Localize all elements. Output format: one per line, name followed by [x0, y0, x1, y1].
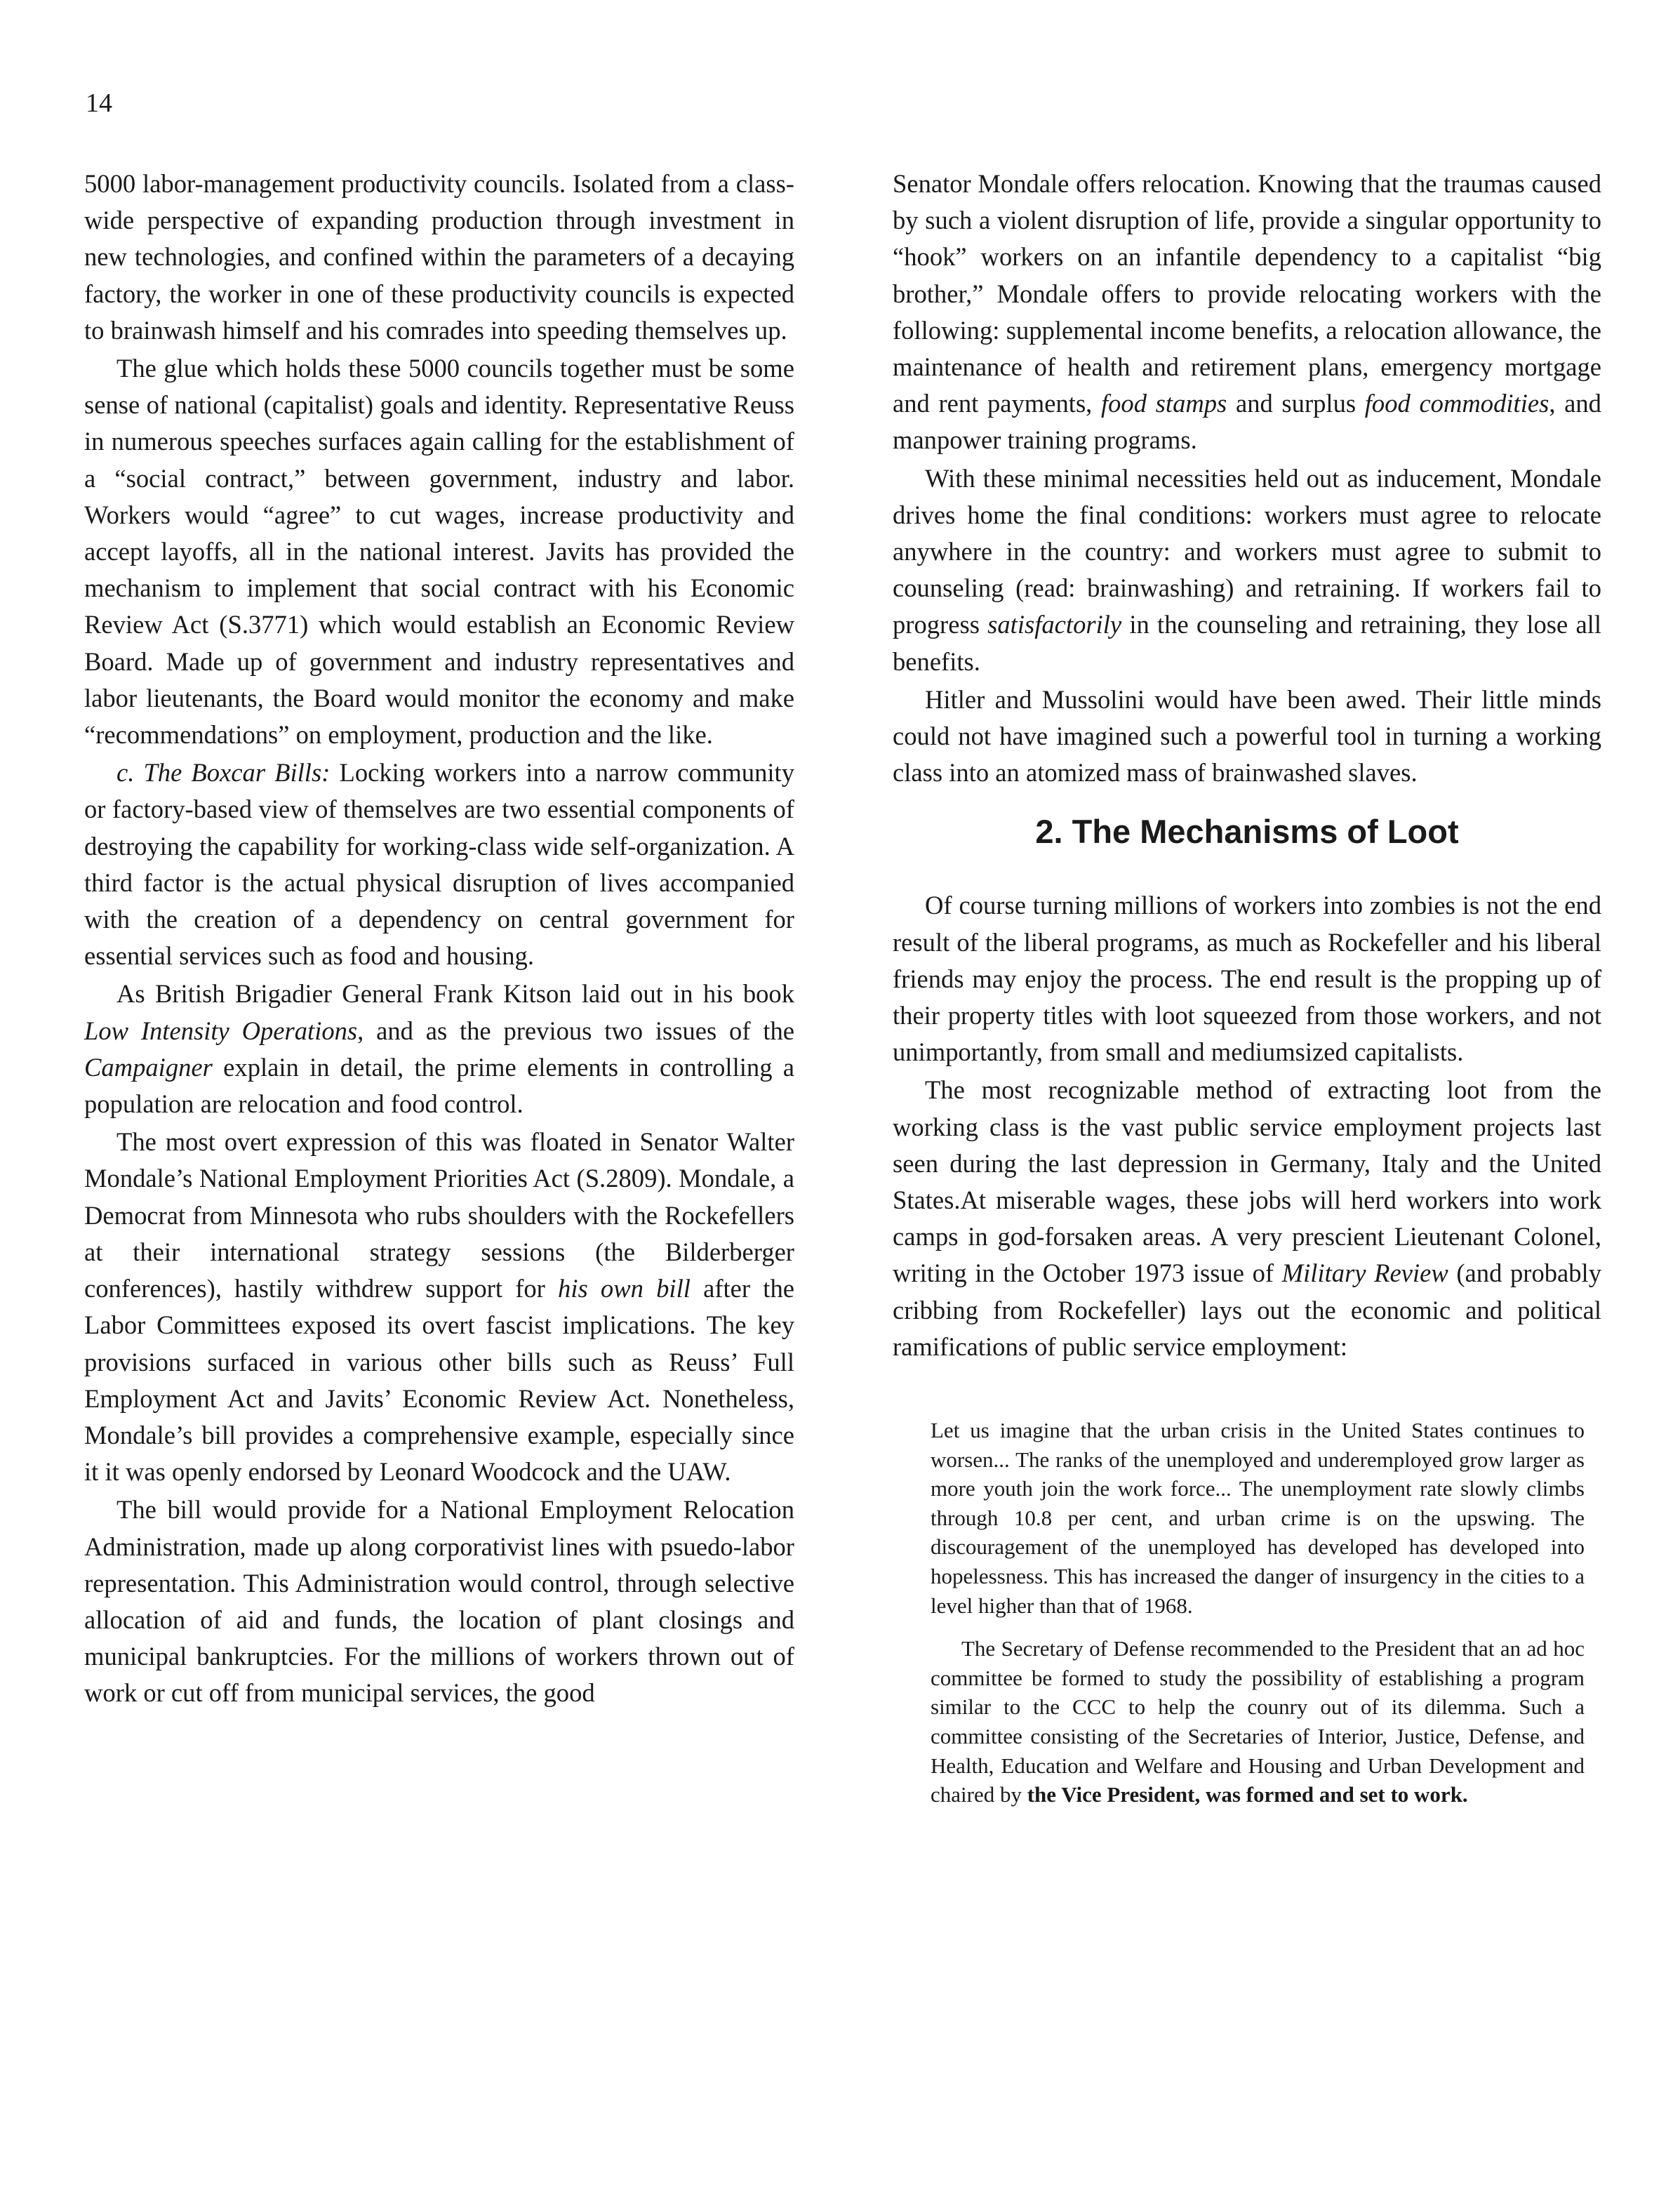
subsection-title: c. The Boxcar Bills: — [116, 758, 331, 788]
emphasis: food stamps — [1100, 389, 1227, 418]
paragraph: Of course turning millions of workers into zombies is not the end result of the liberal programs, as much as Rockefeller and his liberal friends may enjoy the process. The end result is the propping up of their property titles with loot squeezed from those workers, and not unimportantly, from small and mediumsized capitalists. — [893, 891, 1601, 1067]
paragraph-text: explain in detail, the prime elements in controlling a population are relocation and food control. — [84, 1052, 794, 1119]
paragraph-text: Locking workers into a narrow community or factory-based view of themselves are two essential components of destroying the capability for working-class wide self-organization. A third factor is the actual physical disruption of lives accompanied with the creation of a dependency on central government for essential services such as food and housing. — [84, 758, 794, 971]
paragraph — [893, 166, 1601, 459]
paragraph: The glue which holds these 5000 councils together must be some sense of national (capitalist) goals and identity. Representative Reuss in numerous speeches surfaces again calling for the establishment of a “social contract,” between government, industry and labor. Workers would “agree” to cut wages, increase productivity and accept layoffs, all in the national interest. Javits has provided the mechanism to implement that social contract with his Economic Review Act (S.3771) which would establish an Economic Review Board. Made up of government and industry representatives and labor lieutenants, the Board would monitor the economy and make “recommendations” on employment, production and the like. — [84, 354, 794, 750]
block-quote — [931, 1416, 1585, 1810]
paragraph-text: (and probably cribbing from Rockefeller) lays out the economic and political ramifications of public service employment: — [893, 1259, 1602, 1361]
quote-bold-text: the Vice President, was formed and set to work. — [1027, 1782, 1468, 1807]
paragraph — [893, 1072, 1601, 1365]
quote-paragraph: Let us imagine that the urban crisis in the United States continues to worsen... The ranks of the unemployed and underemployed grow larger as more youth join the work force... The unemployment rate slowly climbs through 10.8 per cent, and urban crime is on the upswing. The discouragement of the unemployed has developed has developed into hopelessness. This has increased the danger of insurgency in the cities to a level higher than that of 1968. — [931, 1418, 1585, 1618]
paragraph-text: Senator Mondale offers relocation. Knowing that the traumas caused by such a violent disruption of life, provide a singular opportunity to “hook” workers on an infantile dependency to a capitalist “big brother,” Mondale offers to provide relocating workers with the following: supplemental income benefits, a relocation allowance, the maintenance of health and retirement plans, emergency mortgage and rent payments, — [893, 169, 1601, 418]
paragraph-text: and surplus — [1227, 389, 1365, 418]
paragraph: The bill would provide for a National Employment Relocation Administration, made up along corporativist lines with psuedo-labor representation. This Administration would control, through selective allocation of aid and funds, the location of plant closings and municipal bankruptcies. For the millions of workers thrown out of work or cut off from municipal services, the good — [84, 1495, 794, 1708]
paragraph — [84, 755, 794, 974]
paragraph — [84, 976, 794, 1122]
paragraph-text: , and as the previous two issues of the — [357, 1016, 795, 1045]
emphasis: satisfactorily — [987, 610, 1122, 639]
paragraph: Hitler and Mussolini would have been awed. Their little minds could not have imagined such a powerful tool in turning a working class into an atomized mass of brainwashed slaves. — [893, 684, 1601, 788]
paragraph-text: after the Labor Committees exposed its overt fascist implications. The key provisions surfaced in various other bills such as Reuss’ Full Employment Act and Javits’ Economic Review Act. Nonetheless, Mondale’s bill provides a comprehensive example, especially since it it was openly endorsed by Leonard Woodcock and the UAW. — [84, 1274, 794, 1487]
section-heading: 2. The Mechanisms of Loot — [1035, 813, 1459, 851]
quote-paragraph — [931, 1634, 1585, 1810]
quote-text: The Secretary of Defense recommended to the President that an ad hoc committee be formed to study the possibility of establishing a program similar to the CCC to help the counry out of its dilemma. Such a committee consisting of the Secretaries of Interior, Justice, Defense, and Health, Education and Welfare and Housing and Urban Development and chaired by — [931, 1636, 1585, 1807]
paragraph-text: The most overt expression of this was floated in Senator Walter Mondale’s National Employment Priorities Act (S.2809). Mondale, a Democrat from Minnesota who rubs shoulders with the Rockefellers at their international strategy sessions (the Bilderberger conferences), hastily withdrew support for — [84, 1127, 794, 1303]
page-number: 14 — [86, 88, 112, 118]
publication-title: Campaigner — [84, 1052, 213, 1082]
paragraph-text: As British Brigadier General Frank Kitson laid out in his book — [116, 979, 794, 1009]
paragraph-text: , and manpower training programs. — [893, 389, 1601, 455]
left-column — [84, 166, 794, 1713]
paragraph-text: The most recognizable method of extracting loot from the working class is the vast public service employment projects last seen during the last depression in Germany, Italy and the United States.At miserable wages, these jobs will herd workers into work camps in god-forsaken areas. A very prescient Lieutenant Colonel, writing in the October 1973 issue of — [893, 1075, 1601, 1288]
emphasis: his own bill — [558, 1274, 691, 1303]
paragraph — [84, 1124, 794, 1490]
paragraph-text: in the counseling and retraining, they lose all benefits. — [893, 610, 1602, 676]
right-column — [893, 166, 1601, 1824]
book-title: Low Intensity Operations — [84, 1016, 358, 1045]
paragraph-text: With these minimal necessities held out as inducement, Mondale drives home the final conditions: workers must agree to relocate anywhere in the country: and workers must agree to submit to counseling (read: brainwashing) and retraining. If workers fail to progress — [893, 463, 1601, 639]
publication-title: Military Review — [1281, 1259, 1448, 1288]
emphasis: food commodities — [1364, 389, 1549, 418]
paragraph: 5000 labor-management productivity councils. Isolated from a class-wide perspective of expanding production through investment in new technologies, and confined within the parameters of a decaying factory, the worker in one of these productivity councils is expected to brainwash himself and his comrades into speeding themselves up. — [84, 169, 794, 345]
paragraph — [893, 460, 1601, 680]
